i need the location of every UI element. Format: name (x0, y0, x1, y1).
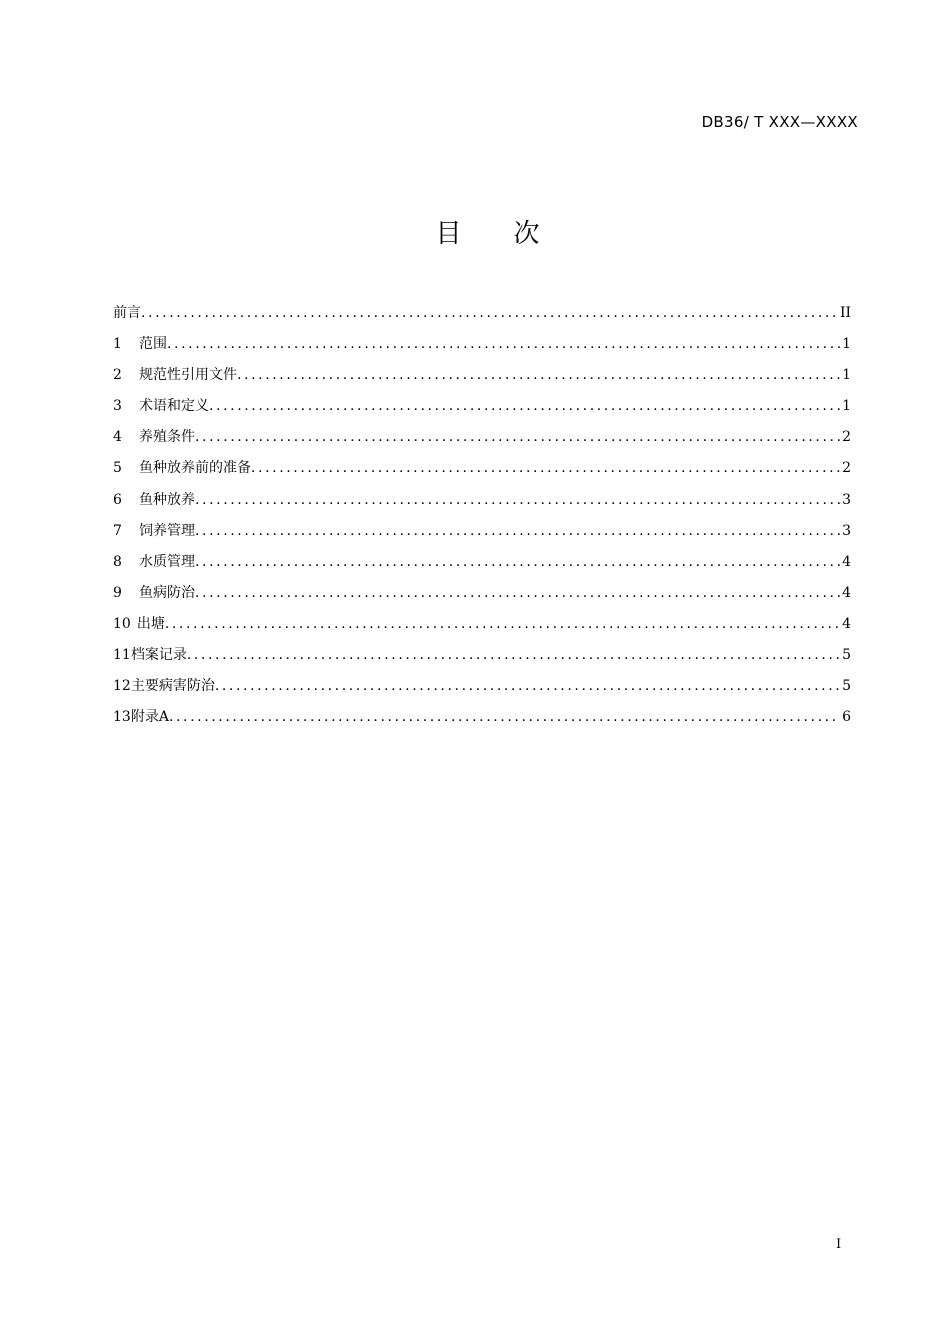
toc-entry-number: 13 (113, 709, 131, 726)
toc-entry-label: 鱼种放养 (139, 491, 195, 508)
toc-entry-number: 2 (113, 367, 122, 384)
toc-entry-number: 12 (113, 678, 131, 695)
toc-entry-number: 6 (113, 491, 122, 508)
title-char-left: 目 (435, 219, 462, 249)
toc-entry-label: 出塘 (136, 615, 165, 632)
toc-entry-label: 规范性引用文件 (139, 367, 237, 384)
dot-leader (187, 644, 840, 666)
toc-entry-label: 术语和定义 (139, 398, 209, 415)
toc-entry-label: 前言 (113, 305, 141, 321)
toc-entry-label: 饲养管理 (139, 522, 195, 539)
page-title (0, 213, 950, 250)
dot-leader (195, 489, 840, 511)
toc-entry[interactable] (113, 489, 851, 520)
toc-entry-number: 9 (113, 584, 122, 601)
dot-leader (141, 302, 838, 324)
toc-entry-page: 2 (842, 429, 851, 446)
dot-leader (251, 457, 840, 479)
toc-entry-label: 水质管理 (139, 553, 195, 570)
toc-entry[interactable] (113, 582, 851, 613)
toc-entry-label: 范围 (139, 336, 167, 353)
toc-entry-label: 附录A (130, 709, 169, 726)
toc-entry-label: 鱼种放养前的准备 (139, 460, 251, 477)
dot-leader (169, 706, 840, 728)
toc-entry-page: 4 (842, 615, 851, 632)
toc-entry-number: 8 (113, 553, 122, 570)
toc-entry-page: 4 (842, 553, 851, 570)
dot-leader (237, 364, 840, 386)
dot-leader (165, 613, 840, 635)
toc-entry-number: 7 (113, 522, 122, 539)
dot-leader (195, 426, 840, 448)
toc-entry-page: 1 (842, 336, 851, 353)
toc-entry-page: 3 (842, 491, 851, 508)
table-of-contents (113, 302, 851, 737)
toc-entry-label: 档案记录 (130, 647, 187, 664)
toc-entry[interactable] (113, 613, 851, 644)
toc-entry-page: 5 (842, 647, 851, 664)
dot-leader (195, 551, 840, 573)
toc-entry-number: 3 (113, 398, 122, 415)
toc-entry[interactable] (113, 395, 851, 426)
dot-leader (215, 675, 840, 697)
title-char-right: 次 (513, 219, 540, 249)
toc-entry-page: 6 (842, 709, 851, 726)
page-number: I (836, 1237, 842, 1252)
toc-entry-page: 1 (842, 398, 851, 415)
toc-entry[interactable] (113, 364, 851, 395)
dot-leader (195, 582, 840, 604)
toc-entry-page: 5 (842, 678, 851, 695)
toc-entry-page: II (839, 305, 851, 321)
dot-leader (209, 395, 840, 417)
toc-entry[interactable] (113, 644, 851, 675)
dot-leader (195, 520, 840, 542)
toc-entry[interactable] (113, 706, 851, 737)
toc-entry-number: 5 (113, 460, 122, 477)
toc-entry-number: 11 (113, 647, 131, 664)
toc-entry-page: 2 (842, 460, 851, 477)
toc-entry-number: 4 (113, 429, 122, 446)
toc-entry[interactable] (113, 520, 851, 551)
toc-entry[interactable] (113, 302, 851, 333)
toc-entry-page: 3 (842, 522, 851, 539)
toc-entry-label: 鱼病防治 (139, 584, 195, 601)
toc-entry-page: 1 (842, 367, 851, 384)
toc-entry-label: 主要病害防治 (130, 678, 215, 695)
document-code: DB36/ T XXX—XXXX (701, 113, 858, 131)
toc-entry[interactable] (113, 426, 851, 457)
toc-entry-number: 1 (113, 336, 122, 353)
toc-entry-label: 养殖条件 (139, 429, 195, 446)
toc-entry-page: 4 (842, 584, 851, 601)
toc-entry[interactable] (113, 551, 851, 582)
dot-leader (167, 333, 840, 355)
toc-entry[interactable] (113, 457, 851, 488)
toc-entry-number: 10 (113, 615, 131, 632)
toc-entry[interactable] (113, 333, 851, 364)
toc-entry[interactable] (113, 675, 851, 706)
